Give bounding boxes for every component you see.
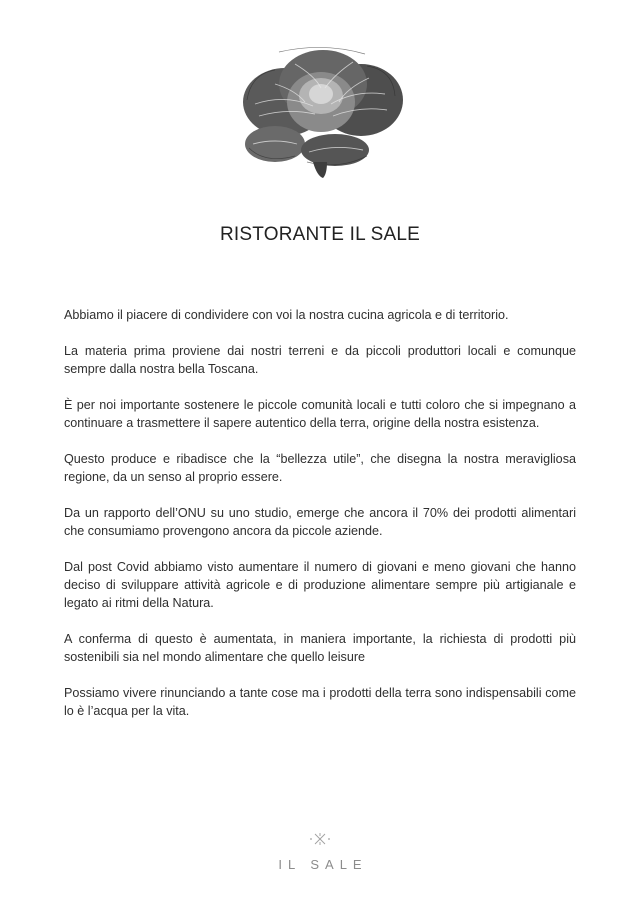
paragraph: Questo produce e ribadisce che la “bellezza utile”, che disegna la nostra meravigliosa regione, da un senso al proprio essere. — [64, 452, 576, 484]
paragraph: A conferma di questo è aumentata, in maniera importante, la richiesta di prodotti più sostenibili sia nel mondo alimentare che quello leisure — [64, 632, 576, 664]
page-title: RISTORANTE IL SALE — [220, 224, 420, 245]
paragraph: Abbiamo il piacere di condividere con voi la nostra cucina agricola e di territorio. — [64, 308, 509, 322]
paragraph: La materia prima proviene dai nostri terreni e da piccoli produttori locali e comunque sempre dalla nostra bella Toscana. — [64, 344, 576, 376]
paragraph: Da un rapporto dell’ONU su uno studio, emerge che ancora il 70% dei prodotti alimentari che consumiamo provengono ancora da piccole aziende. — [64, 506, 576, 538]
footer-logo: IL SALE — [278, 857, 368, 872]
paragraph: Dal post Covid abbiamo visto aumentare il numero di giovani e meno giovani che hanno deciso di sviluppare attività agricole e di produzione alimentare sempre più artigianale e legato ai ritmi della Natura. — [64, 560, 576, 610]
paragraph: Possiamo vivere rinunciando a tante cose ma i prodotti della terra sono indispensabili come lo è l’acqua per la vita. — [64, 686, 576, 718]
cabbage-illustration-icon — [235, 44, 407, 180]
intro-text — [64, 306, 576, 738]
salt-crystal-icon — [309, 832, 331, 846]
paragraph: È per noi importante sostenere le piccole comunità locali e tutti coloro che si impegnano a continuare a trasmettere il sapere autentico della terra, origine della nostra esistenza. — [64, 398, 576, 430]
